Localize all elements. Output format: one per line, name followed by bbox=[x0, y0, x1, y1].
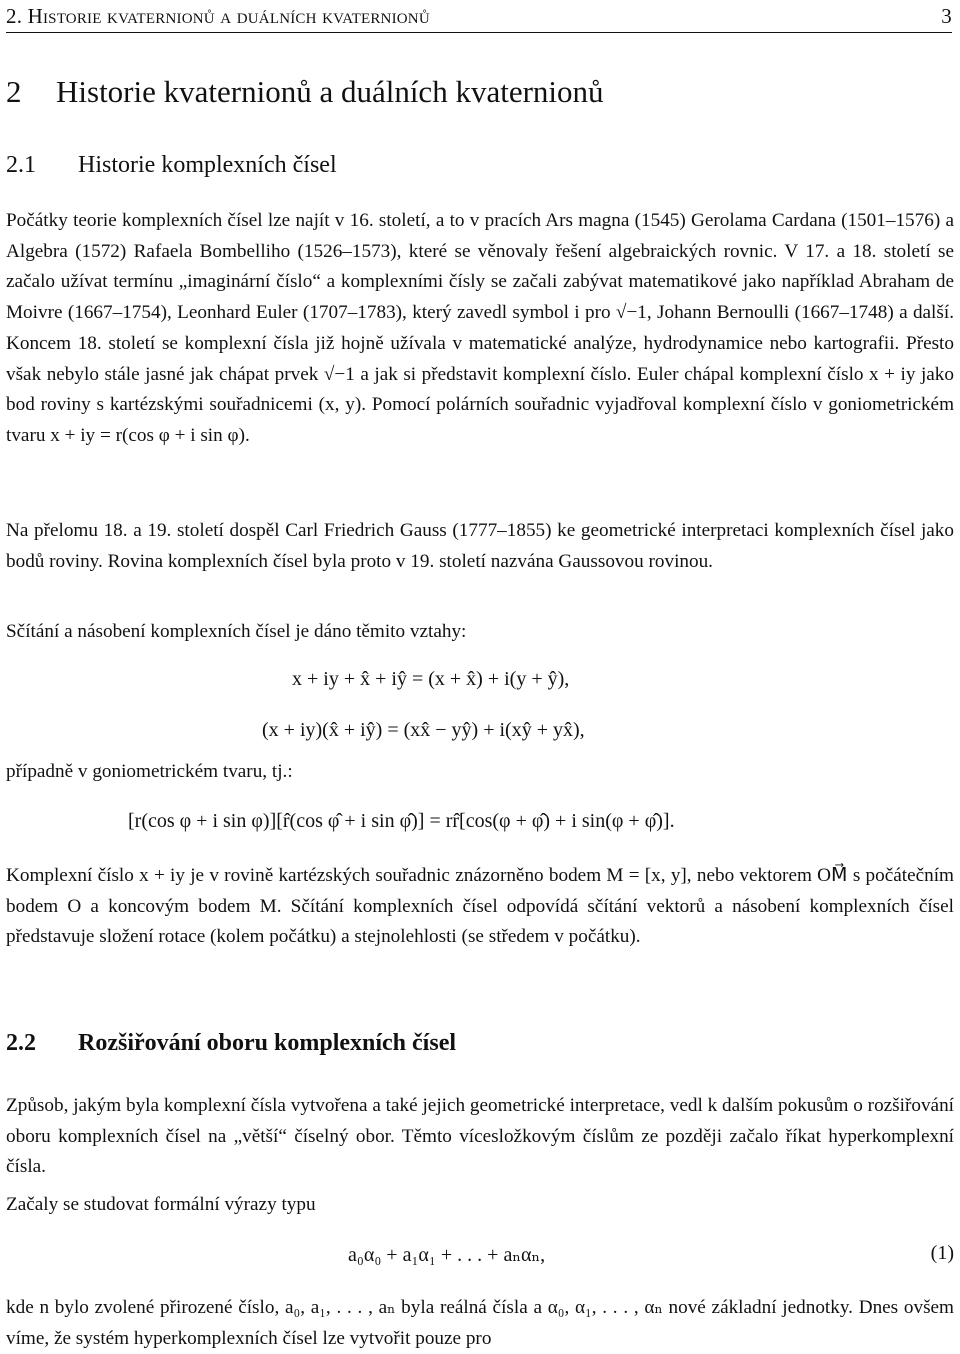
section-title: Historie kvaternionů a duálních kvaternionů bbox=[56, 74, 604, 109]
subsection-title: Historie komplexních čísel bbox=[78, 152, 337, 178]
subsection-number: 2.2 bbox=[6, 1030, 36, 1056]
header-rule bbox=[6, 32, 952, 33]
subsection-title: Rozšiřování oboru komplexních čísel bbox=[78, 1030, 457, 1056]
paragraph-polar-intro: případně v goniometrickém tvaru, tj.: bbox=[6, 761, 293, 782]
paragraph-formal-intro: Začaly se studovat formální výrazy typu bbox=[6, 1194, 316, 1215]
paragraph-gauss: Na přelomu 18. a 19. století dospěl Carl Friedrich Gauss (1777–1855) ke geometrické interpretaci komplexních čísel jako bodů roviny. Rovina komplexních čísel byla proto v 19. století nazvána Gaussovou rovinou. bbox=[6, 520, 954, 572]
paragraph-operations-intro: Sčítání a násobení komplexních čísel je dáno těmito vztahy: bbox=[6, 621, 467, 642]
equation-series-body: a₀α₀ + a₁α₁ + . . . + aₙαₙ, bbox=[348, 1244, 546, 1266]
running-title: 2. Historie kvaternionů a duálních kvaternionů bbox=[6, 4, 430, 28]
equation-product-body: (x + iy)(x̂ + iŷ) = (xx̂ − yŷ) + i(xŷ + yx̂), bbox=[262, 719, 585, 741]
paragraph-basis-units: kde n bylo zvolené přirozené číslo, a₀, a₁, . . . , aₙ byla reálná čísla a α₀, α₁, . . . , αₙ nové základní jednotky. Dnes ovšem víme, že systém hyperkomplexních čísel lze vytvořit pouze pro bbox=[6, 1297, 954, 1349]
equation-sum-body: x + iy + x̂ + iŷ = (x + x̂) + i(y + ŷ), bbox=[292, 668, 570, 690]
paragraph-vector: Komplexní číslo x + iy je v rovině kartézských souřadnic znázorněno bodem M = [x, y], nebo vektorem OM⃗ s počátečním bodem O a koncovým bodem M. Sčítání komplexních čísel odpovídá sčítání vektorů a násobení komplexních čísel představuje složení rotace (kolem počátku) a stejnolehlosti (se středem v počátku). bbox=[6, 865, 954, 948]
page-number: 3 bbox=[941, 4, 952, 28]
running-header bbox=[6, 4, 952, 30]
section-heading bbox=[6, 74, 604, 110]
paragraph-history: Počátky teorie komplexních čísel lze najít v 16. století, a to v pracích Ars magna (1545) Gerolama Cardana (1501–1576) a Algebra (1572) Rafaela Bombelliho (1526–1573), které se věnovaly řešení algebraických rovnic. V 17. a 18. století se začalo užívat termínu „imaginární číslo“ a komplexními čísly se začali zabývat matematikové jako například Abraham de Moivre (1667–1754), Leonhard Euler (1707–1783), který zavedl symbol i pro √−1, Johann Bernoulli (1667–1748) a další. Koncem 18. století se komplexní čísla již hojně užívala v matematické analýze, hydrodynamice nebo kartografii. Přesto však nebylo stále jasné jak chápat prvek √−1 a jak si představit komplexní číslo. Euler chápal komplexní číslo x + iy jako bod roviny s kartézskými souřadnicemi (x, y). Pomocí polárních souřadnic vyjadřoval komplexní číslo v goniometrickém tvaru x + iy = r(cos φ + i sin φ). bbox=[6, 210, 954, 446]
subsection-heading bbox=[6, 152, 337, 179]
subsection-heading-2-2 bbox=[6, 1030, 456, 1057]
subsection-number: 2.1 bbox=[6, 152, 36, 178]
paragraph-hypercomplex: Způsob, jakým byla komplexní čísla vytvořena a také jejich geometrické interpretace, vedl k dalším pokusům o rozšiřování oboru komplexních čísel na „větší“ číselný obor. Těmto vícesložkovým číslům ze později začalo říkat hyperkomplexní čísla. bbox=[6, 1095, 954, 1178]
equation-polar-body: [r(cos φ + i sin φ)][r̂(cos φ̂ + i sin φ̂)] = rr̂[cos(φ + φ̂) + i sin(φ + φ̂)]. bbox=[128, 810, 675, 832]
section-number: 2 bbox=[6, 74, 22, 109]
equation-number: (1) bbox=[930, 1242, 954, 1264]
